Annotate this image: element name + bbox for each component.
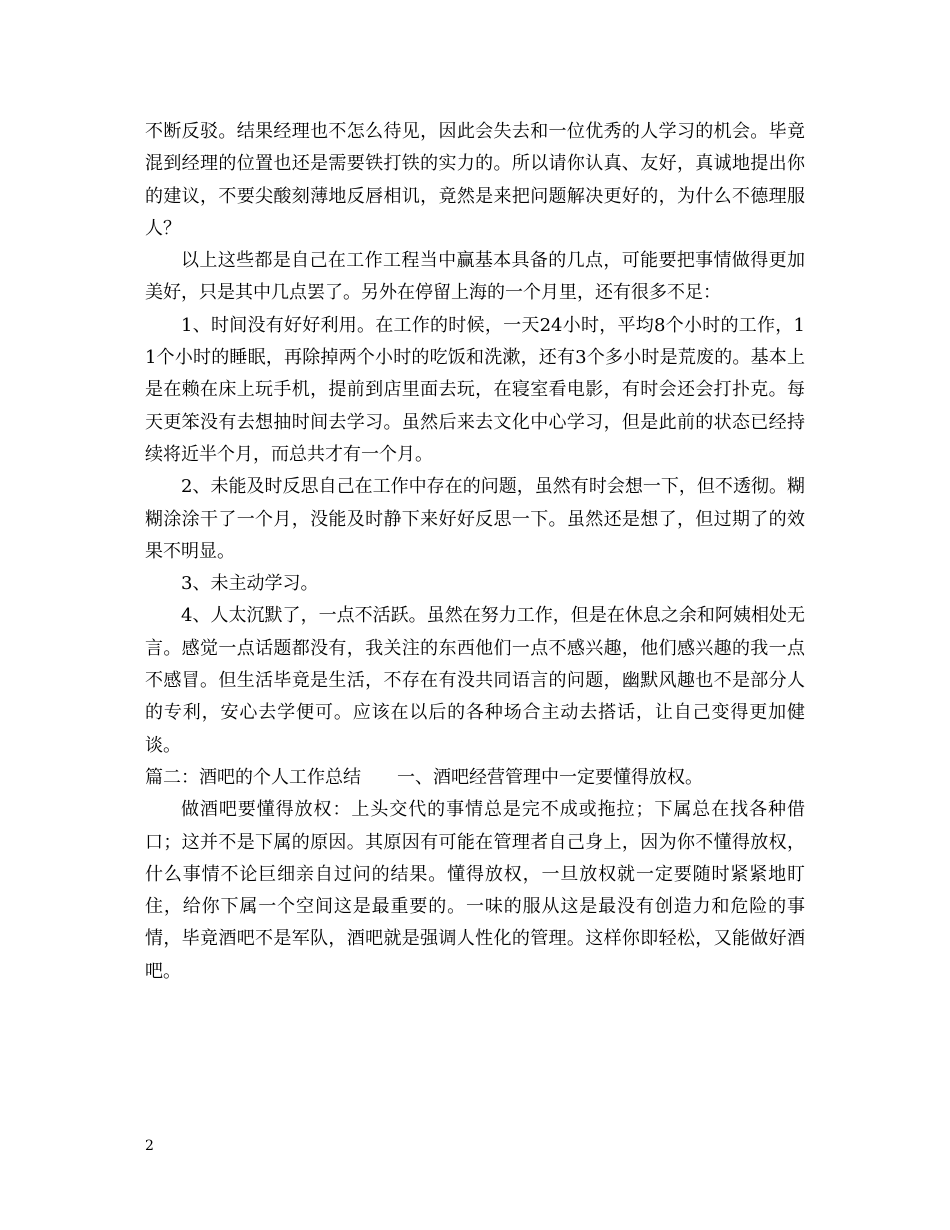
paragraph-4: 2、未能及时反思自己在工作中存在的问题，虽然有时会想一下，但不透彻。糊糊涂涂干了一个月，没能及时静下来好好反思一下。虽然还是想了，但过期了的效果不明显。	[145, 476, 805, 562]
page-number: 2	[145, 1138, 154, 1154]
paragraph-5: 3、未主动学习。	[181, 573, 319, 595]
paragraph-6: 4、人太沉默了，一点不活跃。虽然在努力工作，但是在休息之余和阿姨相处无言。感觉一点话题都没有，我关注的东西他们一点不感兴趣，他们感兴趣的我一点不感冒。但生活毕竟是生活，不存在有没共同语言的问题，幽默风趣也不是部分人的专利，安心去学便可。应该在以后的各种场合主动去搭话，让自己变得更加健谈。	[145, 605, 805, 756]
section-heading	[145, 762, 805, 794]
document-body	[145, 116, 805, 988]
section-title: 篇二：酒吧的个人工作总结	[145, 766, 361, 788]
paragraph-3: 1、时间没有好好利用。在工作的时候，一天24小时，平均8个小时的工作，11个小时的睡眠，再除掉两个小时的吃饭和洗漱，还有3个多小时是荒废的。基本上是在赖在床上玩手机，提前到店里面去玩，在寝室看电影，有时会还会打扑克。每天更笨没有去想抽时间去学习。虽然后来去文化中心学习，但是此前的状态已经持续将近半个月，而总共才有一个月。	[145, 314, 805, 465]
paragraph-7: 做酒吧要懂得放权：上头交代的事情总是完不成或拖拉；下属总在找各种借口；这并不是下属的原因。其原因有可能在管理者自己身上，因为你不懂得放权，什么事情不论巨细亲自过问的结果。懂得放权，一旦放权就一定要随时紧紧地盯住，给你下属一个空间这是最重要的。一味的服从这是最没有创造力和危险的事情，毕竟酒吧不是军队，酒吧就是强调人性化的管理。这样你即轻松，又能做好酒吧。	[145, 799, 805, 982]
section-subtitle: 一、酒吧经营管理中一定要懂得放权。	[397, 766, 703, 788]
paragraph-1: 不断反驳。结果经理也不怎么待见，因此会失去和一位优秀的人学习的机会。毕竟混到经理的位置也还是需要铁打铁的实力的。所以请你认真、友好，真诚地提出你的建议，不要尖酸刻薄地反唇相讥，竟然是来把问题解决更好的，为什么不德理服人？	[145, 121, 805, 239]
paragraph-2: 以上这些都是自己在工作工程当中赢基本具备的几点，可能要把事情做得更加美好，只是其中几点罢了。另外在停留上海的一个月里，还有很多不足：	[145, 250, 805, 304]
